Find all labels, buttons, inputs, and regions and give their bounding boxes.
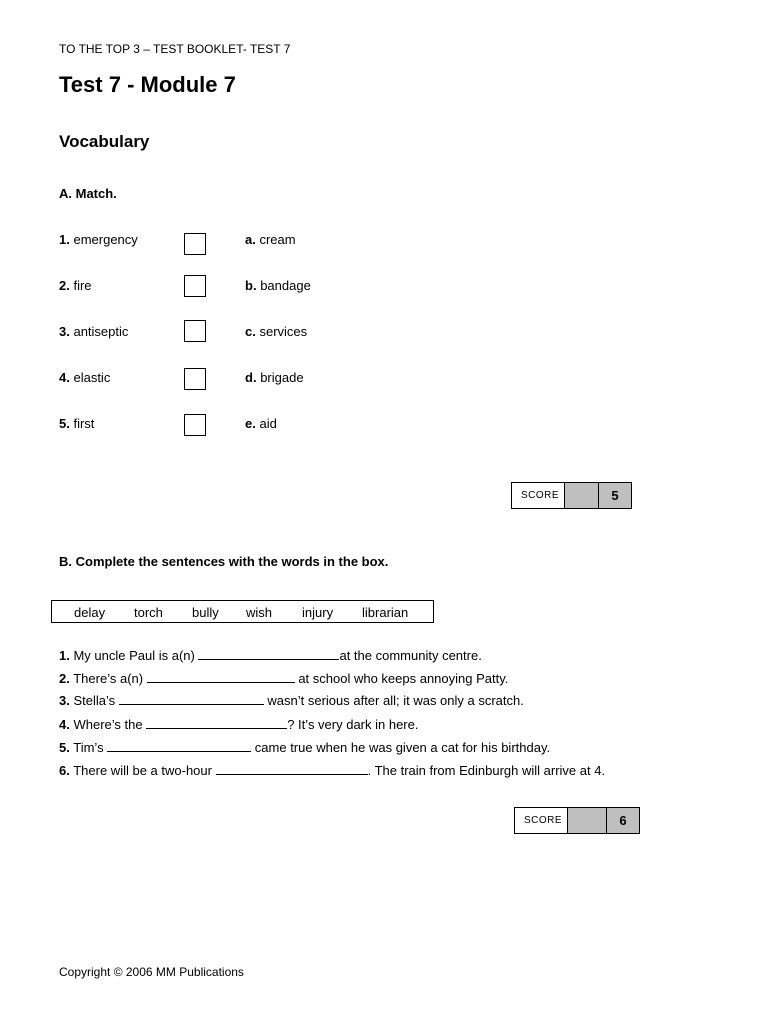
sentence-text-after: . The train from Edinburgh will arrive at 4. bbox=[367, 763, 606, 778]
match-item-left bbox=[59, 370, 110, 385]
score-box-b bbox=[514, 807, 640, 834]
score-entry[interactable] bbox=[565, 483, 599, 508]
sentence-row bbox=[59, 762, 605, 778]
sentence-number: 4. bbox=[59, 717, 70, 732]
item-number: 4. bbox=[59, 370, 70, 385]
answer-box[interactable] bbox=[184, 233, 206, 255]
answer-blank[interactable] bbox=[119, 692, 264, 705]
sentence-number: 1. bbox=[59, 648, 70, 663]
answer-blank[interactable] bbox=[147, 670, 295, 683]
option-letter: e. bbox=[245, 416, 256, 431]
item-number: 2. bbox=[59, 278, 70, 293]
option-letter: c. bbox=[245, 324, 256, 339]
answer-blank[interactable] bbox=[146, 716, 287, 729]
answer-blank[interactable] bbox=[107, 739, 251, 752]
score-box-a bbox=[511, 482, 632, 509]
option-word: cream bbox=[259, 232, 296, 247]
word-box-item: injury bbox=[302, 605, 334, 620]
answer-blank[interactable] bbox=[216, 762, 368, 775]
sentence-row bbox=[59, 716, 418, 732]
score-entry[interactable] bbox=[568, 808, 607, 833]
answer-box[interactable] bbox=[184, 368, 206, 390]
part-a-instruction: A. Match. bbox=[59, 186, 117, 201]
item-word: elastic bbox=[73, 370, 111, 385]
option-letter: a. bbox=[245, 232, 256, 247]
sentence-row bbox=[59, 739, 550, 755]
option-word: aid bbox=[259, 416, 277, 431]
part-b-instruction: B. Complete the sentences with the words in the box. bbox=[59, 554, 389, 569]
sentence-number: 5. bbox=[59, 740, 70, 755]
word-box-item: librarian bbox=[362, 605, 409, 620]
answer-blank[interactable] bbox=[198, 647, 339, 660]
sentence-text-before: There will be a two-hour bbox=[73, 763, 216, 778]
option-word: brigade bbox=[260, 370, 304, 385]
copyright-notice: Copyright © 2006 MM Publications bbox=[59, 965, 244, 979]
sentence-text-before: There’s a(n) bbox=[73, 671, 147, 686]
booklet-header: TO THE TOP 3 – TEST BOOKLET- TEST 7 bbox=[59, 42, 291, 56]
score-total: 5 bbox=[599, 483, 631, 508]
option-word: bandage bbox=[260, 278, 311, 293]
word-box-item: wish bbox=[246, 605, 273, 620]
option-letter: b. bbox=[245, 278, 257, 293]
answer-box[interactable] bbox=[184, 414, 206, 436]
match-item-right bbox=[245, 370, 304, 385]
score-total: 6 bbox=[607, 808, 639, 833]
item-number: 1. bbox=[59, 232, 70, 247]
sentence-text-before: Stella’s bbox=[73, 693, 119, 708]
match-item-right bbox=[245, 232, 296, 247]
sentence-text-before: Tim’s bbox=[73, 740, 108, 755]
sentence-number: 2. bbox=[59, 671, 70, 686]
sentence-text-after: came true when he was given a cat for his birthday. bbox=[251, 740, 551, 755]
match-item-right bbox=[245, 416, 277, 431]
match-item-right bbox=[245, 324, 307, 339]
sentence-text-after: at school who keeps annoying Patty. bbox=[294, 671, 509, 686]
score-label: SCORE bbox=[515, 808, 568, 833]
item-number: 3. bbox=[59, 324, 70, 339]
sentence-number: 6. bbox=[59, 763, 70, 778]
word-box-item: torch bbox=[134, 605, 163, 620]
item-word: fire bbox=[73, 278, 92, 293]
score-label: SCORE bbox=[512, 483, 565, 508]
match-item-left bbox=[59, 278, 92, 293]
answer-box[interactable] bbox=[184, 275, 206, 297]
item-number: 5. bbox=[59, 416, 70, 431]
item-word: emergency bbox=[73, 232, 138, 247]
match-item-left bbox=[59, 324, 128, 339]
item-word: antiseptic bbox=[73, 324, 129, 339]
answer-box[interactable] bbox=[184, 320, 206, 342]
match-item-right bbox=[245, 278, 311, 293]
section-title: Vocabulary bbox=[59, 132, 150, 151]
item-word: first bbox=[73, 416, 95, 431]
sentence-text-before: My uncle Paul is a(n) bbox=[73, 648, 199, 663]
test-title: Test 7 - Module 7 bbox=[59, 72, 236, 97]
sentence-text-before: Where’s the bbox=[73, 717, 147, 732]
match-item-left bbox=[59, 416, 94, 431]
word-box-item: delay bbox=[74, 605, 106, 620]
sentence-text-after: ? It’s very dark in here. bbox=[287, 717, 419, 732]
sentence-row bbox=[59, 670, 508, 686]
sentence-text-after: at the community centre. bbox=[339, 648, 482, 663]
sentence-number: 3. bbox=[59, 693, 70, 708]
match-item-left bbox=[59, 232, 138, 247]
sentence-row bbox=[59, 647, 482, 663]
sentence-text-after: wasn’t serious after all; it was only a scratch. bbox=[263, 693, 524, 708]
option-word: services bbox=[259, 324, 308, 339]
option-letter: d. bbox=[245, 370, 257, 385]
sentence-row bbox=[59, 692, 524, 708]
word-box bbox=[51, 600, 434, 623]
word-box-item: bully bbox=[192, 605, 219, 620]
